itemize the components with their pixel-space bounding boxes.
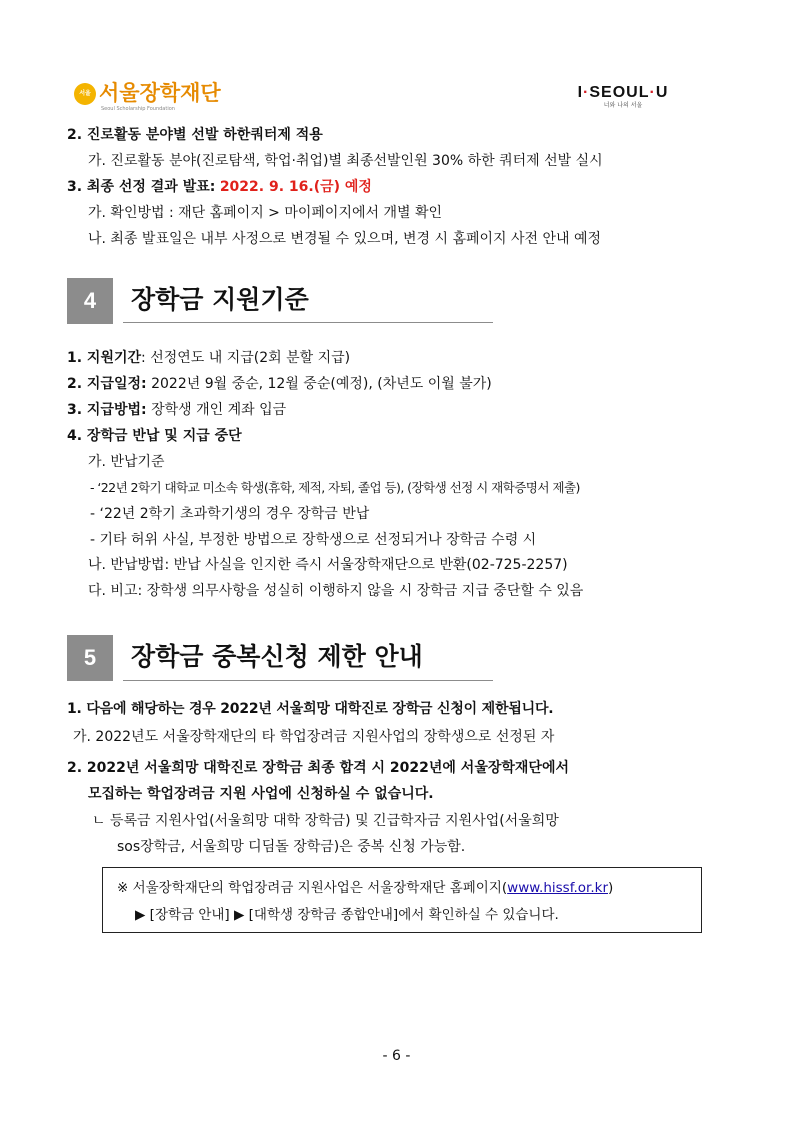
notice-box bbox=[102, 867, 702, 933]
page-number: - 6 - bbox=[382, 1048, 411, 1064]
refund-criteria-item-3: - 기타 허위 사실, 부정한 방법으로 장학생으로 선정되거나 장학금 수령 시 bbox=[90, 532, 537, 548]
foundation-logo-text: 서울장학재단 bbox=[99, 81, 221, 105]
payment-schedule-label: 2. 지급일정: bbox=[67, 376, 147, 392]
iseoulu-logo-subtext: 너와 나의 서울 bbox=[603, 102, 643, 109]
intro-item-3b: 나. 최종 발표일은 내부 사정으로 변경될 수 있으며, 변경 시 홈페이지 사전 안내 예정 bbox=[88, 231, 602, 247]
section-5-number: 5 bbox=[67, 635, 113, 681]
notice-line-1-text: ※ 서울장학재단의 학업장려금 지원사업은 서울장학재단 홈페이지( bbox=[117, 880, 508, 896]
intro-item-3 bbox=[67, 178, 372, 196]
notice-line-1 bbox=[117, 879, 613, 897]
payment-method bbox=[67, 401, 286, 419]
section-5-underline bbox=[123, 680, 493, 681]
announcement-date: 2022. 9. 16.(금) 예정 bbox=[219, 179, 372, 195]
payment-method-label: 3. 지급방법: bbox=[67, 402, 147, 418]
notice-line-1-suffix: ) bbox=[608, 880, 614, 896]
iseoulu-logo bbox=[568, 84, 678, 110]
notice-line-2: ▶ [장학금 안내] ▶ [대학생 장학금 종합안내]에서 확인하실 수 있습니다. bbox=[135, 907, 559, 923]
foundation-website-link[interactable]: www.hissf.or.kr bbox=[507, 880, 608, 896]
refund-heading: 4. 장학금 반납 및 지급 중단 bbox=[67, 428, 242, 444]
intro-item-2: 2. 진로활동 분야별 선발 하한쿼터제 적용 bbox=[67, 127, 323, 143]
intro-item-3-label: 3. 최종 선정 결과 발표: bbox=[67, 179, 216, 195]
refund-method: 나. 반납방법: 반납 사실을 인지한 즉시 서울장학재단으로 반환(02-725-2257) bbox=[88, 557, 568, 573]
section-4-number: 4 bbox=[67, 278, 113, 324]
support-period bbox=[67, 349, 350, 367]
support-period-label: 1. 지원기간 bbox=[67, 350, 142, 366]
foundation-emblem-icon: 서울 bbox=[74, 83, 96, 105]
section-5-title: 장학금 중복신청 제한 안내 bbox=[131, 642, 423, 671]
intro-item-3a: 가. 확인방법 : 재단 홈페이지 > 마이페이지에서 개별 확인 bbox=[88, 205, 443, 221]
foundation-logo-subtext: Seoul Scholarship Foundation bbox=[101, 106, 175, 112]
section-4-title: 장학금 지원기준 bbox=[131, 285, 309, 314]
restriction-exception-line-1: ㄴ 등록금 지원사업(서울희망 대학 장학금) 및 긴급학자금 지원사업(서울희망 bbox=[92, 813, 559, 829]
support-period-text: : 선정연도 내 지급(2회 분할 지급) bbox=[141, 350, 351, 366]
refund-criteria-item-2: - ‘22년 2학기 초과학기생의 경우 장학금 반납 bbox=[90, 506, 370, 522]
iseoulu-logo-text: I·SEOUL·U bbox=[577, 84, 669, 101]
payment-method-text: 장학생 개인 계좌 입금 bbox=[146, 402, 287, 418]
restriction-item-1a: 가. 2022년도 서울장학재단의 타 학업장려금 지원사업의 장학생으로 선정된 자 bbox=[73, 729, 555, 745]
section-4-underline bbox=[123, 322, 493, 323]
payment-schedule bbox=[67, 375, 492, 393]
refund-remarks: 다. 비고: 장학생 의무사항을 성실히 이행하지 않을 시 장학금 지급 중단할 수 있음 bbox=[88, 583, 584, 599]
refund-criteria-heading: 가. 반납기준 bbox=[88, 454, 165, 470]
restriction-item-1: 1. 다음에 해당하는 경우 2022년 서울희망 대학진로 장학금 신청이 제한됩니다. bbox=[67, 701, 554, 717]
payment-schedule-text: 2022년 9월 중순, 12월 중순(예정), (차년도 이월 불가) bbox=[146, 376, 492, 392]
foundation-logo bbox=[74, 80, 221, 114]
restriction-item-2-line-1: 2. 2022년 서울희망 대학진로 장학금 최종 합격 시 2022년에 서울장학재단에서 bbox=[67, 760, 570, 776]
refund-criteria-item-1: - ‘22년 2학기 대학교 미소속 학생(휴학, 제적, 자퇴, 졸업 등), (장학생 선정 시 재학증명서 제출) bbox=[90, 480, 580, 495]
restriction-item-2-line-2: 모집하는 학업장려금 지원 사업에 신청하실 수 없습니다. bbox=[88, 786, 434, 802]
restriction-exception-line-2: sos장학금, 서울희망 디딤돌 장학금)은 중복 신청 가능함. bbox=[117, 839, 466, 855]
intro-item-2a: 가. 진로활동 분야(진로탐색, 학업·취업)별 최종선발인원 30% 하한 쿼터제 선발 실시 bbox=[88, 153, 603, 169]
